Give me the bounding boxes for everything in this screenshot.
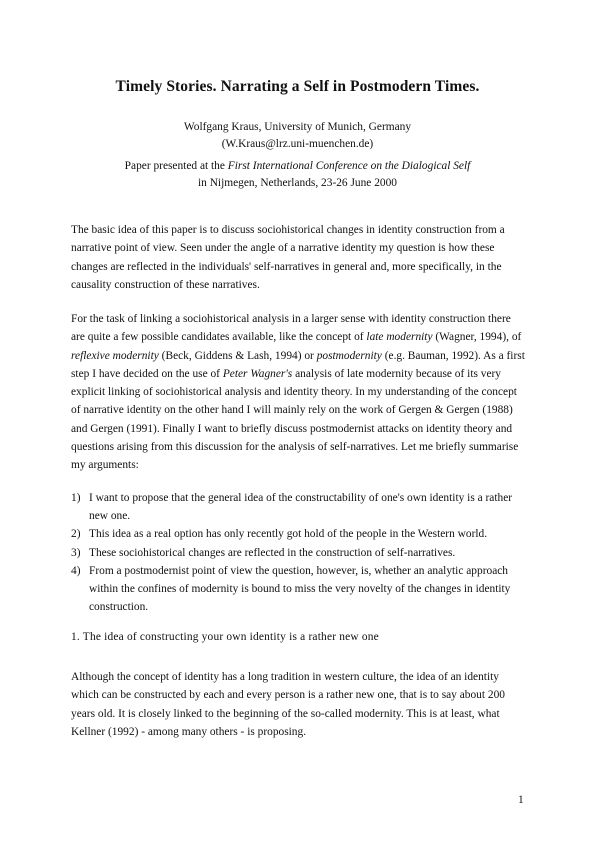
author-affiliation: Wolfgang Kraus, University of Munich, Germany	[183, 121, 412, 133]
venue-prefix: Paper presented at the	[124, 160, 228, 172]
paragraph-section1: Although the concept of identity has a long tradition in western culture, the idea of an identity which can be constructed by each and every person is a rather new one, that is to say about 200 years old. It is closely linked to the beginning of the so-called modernity. This is at least, what Kellner (1992) - among many others - is proposing.	[71, 671, 505, 738]
term-postmodernity: postmodernity	[316, 349, 382, 362]
p2-text-2: (Wagner, 1994), of	[432, 331, 522, 344]
list-item-number: 1)	[71, 492, 81, 504]
list-item	[71, 544, 526, 562]
section-heading: 1. The idea of constructing your own identity is a rather new one	[71, 631, 379, 643]
p2-text-5: analysis of late modernity because of its very explicit linking of sociohistorical analysis and identity theory. In my understanding of the concept of narrative identity on the other hand I will mainly rely on the work of Gergen & Gergen (1988) and Gergen (1991). Finally I want to briefly discuss postmodernist attacks on identity theory and questions arising from this discussion for the analysis of self-narratives. Let me briefly summarise my arguments:	[71, 367, 519, 472]
venue-block	[0, 158, 595, 192]
list-item-number: 3)	[71, 546, 81, 559]
conference-name: First International Conference on the Dialogical Self	[227, 160, 471, 172]
list-item	[71, 562, 526, 617]
list-item-text: From a postmodernist point of view the question, however, is, whether an analytic approach within the confines of modernity is bound to miss the very novelty of the changes in identity construction.	[89, 564, 511, 614]
term-reflexive-modernity: reflexive modernity	[71, 349, 159, 362]
author-block	[0, 119, 595, 153]
paragraph-approach	[71, 310, 526, 475]
term-late-modernity: late modernity	[366, 331, 433, 344]
list-item-number: 4)	[71, 564, 81, 577]
p2-text-4: (e.g. Bauman, 1992). As a first step I have decided on the use of	[71, 349, 525, 380]
list-item-text: These sociohistorical changes are reflected in the construction of self-narratives.	[89, 546, 456, 559]
list-item	[71, 525, 526, 543]
list-item-number: 2)	[71, 528, 81, 541]
venue-line-1	[0, 158, 595, 175]
paragraph-intro: The basic idea of this paper is to discuss sociohistorical changes in identity construction from a narrative point of view. Seen under the angle of a narrative identity my question is how these changes are reflected in the individuals' self-narratives in general and, more specifically, in the causality construction of these narratives.	[71, 224, 505, 291]
author-email: (W.Kraus@lrz.uni-muenchen.de)	[221, 138, 374, 150]
term-peter-wagner: Peter Wagner's	[222, 367, 293, 380]
list-item	[71, 489, 526, 525]
argument-list	[71, 489, 526, 616]
list-item-text: I want to propose that the general idea of the constructability of one's own identity is a rather new one.	[89, 492, 513, 523]
p2-text-1: For the task of linking a sociohistorical analysis in a larger sense with identity construction there are quite a few possible candidates available, like the concept of	[71, 313, 511, 344]
paper-title: Timely Stories. Narrating a Self in Postmodern Times.	[115, 78, 480, 95]
p2-text-3: (Beck, Giddens & Lash, 1994) or	[158, 349, 317, 362]
list-item-text: This idea as a real option has only recently got hold of the people in the Western world.	[89, 528, 488, 541]
venue-line-2: in Nijmegen, Netherlands, 23-26 June 2000	[198, 177, 397, 189]
page-number: 1	[518, 794, 524, 806]
